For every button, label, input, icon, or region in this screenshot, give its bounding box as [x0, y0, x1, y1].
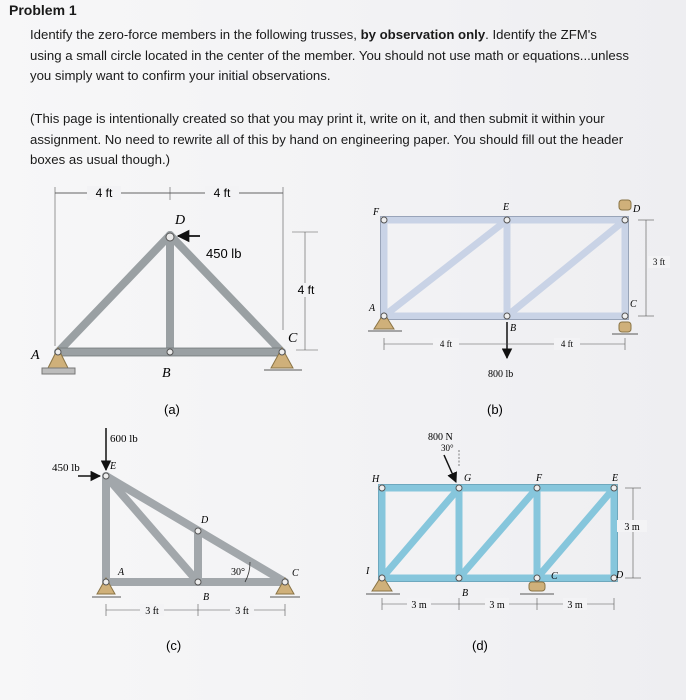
figure-c — [52, 428, 300, 653]
node-a-B: B — [162, 366, 171, 381]
support-d-roller — [529, 582, 545, 591]
joint-b-A — [381, 313, 387, 319]
dim-a-right-label: 4 ft — [213, 186, 231, 200]
instructions-pre: Identify the zero-force members in the following trusses, — [30, 27, 361, 42]
node-b-F: F — [373, 207, 380, 218]
joint-b-E — [504, 217, 510, 223]
node-b-B: B — [510, 323, 517, 334]
node-c-E: E — [110, 461, 117, 472]
node-d-B: B — [462, 588, 469, 599]
load-c-horizontal-label: 450 lb — [52, 462, 80, 474]
dim-c-left-label: 3 ft — [145, 606, 159, 617]
joint-d-E — [611, 485, 617, 491]
member-d-CE — [537, 488, 614, 578]
joint-a-C — [279, 349, 285, 355]
joint-b-D — [622, 217, 628, 223]
node-a-A: A — [31, 348, 40, 363]
joint-d-G — [456, 485, 462, 491]
caption-c: (c) — [166, 638, 182, 653]
node-c-A: A — [118, 567, 125, 578]
member-b-BD — [507, 220, 625, 316]
dim-b-right-label: 4 ft — [560, 339, 574, 349]
problem-heading: Problem 1 — [9, 2, 77, 18]
caption-d: (d) — [472, 638, 488, 653]
node-d-G: G — [464, 473, 472, 484]
node-a-D: D — [175, 213, 186, 228]
joint-d-C — [534, 575, 540, 581]
support-b-C-roller — [619, 322, 631, 332]
member-a-AD — [58, 235, 170, 352]
node-d-F: F — [536, 473, 543, 484]
angle-c-label: 30° — [231, 567, 245, 578]
dim-d-height-label: 3 m — [624, 522, 640, 533]
dim-d-3-label: 3 m — [567, 600, 583, 611]
node-d-C: C — [551, 571, 558, 582]
member-d-BF — [459, 488, 537, 578]
caption-b: (b) — [487, 402, 503, 417]
joint-a-A — [55, 349, 61, 355]
instructions-bold: by observation only — [360, 27, 486, 42]
joint-b-F — [381, 217, 387, 223]
node-c-C: C — [292, 568, 299, 579]
figure-b — [368, 200, 670, 417]
dim-d-1-label: 3 m — [411, 600, 427, 611]
load-d-label: 800 N — [428, 432, 453, 443]
joint-d-B — [456, 575, 462, 581]
joint-c-A — [103, 579, 109, 585]
dim-c-right-label: 3 ft — [235, 606, 249, 617]
load-d-arrow — [444, 455, 456, 482]
joint-c-E — [103, 473, 109, 479]
support-b-D-roller-top — [619, 200, 631, 210]
joint-b-B — [504, 313, 510, 319]
load-c-vertical-label: 600 lb — [110, 433, 138, 445]
joint-b-C — [622, 313, 628, 319]
node-b-C: C — [630, 299, 637, 310]
node-b-D: D — [633, 204, 641, 215]
node-a-C: C — [288, 331, 298, 346]
node-d-I: I — [366, 566, 370, 577]
dim-b-height-label: 3 ft — [652, 257, 666, 267]
note-paragraph: (This page is intentionally created so that you may print it, write on it, and then submit it within your assignment. No need to rewrite all of this by hand on engineering paper. You should fill out the header boxes as usual though.) — [30, 111, 624, 167]
joint-a-B — [167, 349, 173, 355]
angle-d-label: 30° — [441, 443, 454, 453]
node-d-H: H — [372, 474, 380, 485]
node-d-D: D — [616, 570, 624, 581]
dim-d-2-label: 3 m — [489, 600, 505, 611]
dim-a-left-label: 4 ft — [95, 186, 113, 200]
node-d-E: E — [612, 473, 619, 484]
node-c-D: D — [201, 515, 209, 526]
caption-a: (a) — [164, 402, 180, 417]
joint-c-C — [282, 579, 288, 585]
joint-d-H — [379, 485, 385, 491]
joint-d-I — [379, 575, 385, 581]
support-a-pin-base — [42, 368, 75, 374]
joint-c-B — [195, 579, 201, 585]
figure-a — [30, 186, 322, 417]
figure-d — [365, 432, 647, 653]
dim-a-height-label: 4 ft — [297, 283, 315, 297]
node-b-A: A — [369, 303, 376, 314]
dim-b-left-label: 4 ft — [439, 339, 453, 349]
member-d-IG — [382, 488, 459, 578]
instructions-post: . Identify the ZFM's using a small circle located in the center of the member. You should not use math or equations...unless you simply want to confirm your initial observations. — [30, 27, 629, 83]
load-b-label: 800 lb — [488, 369, 514, 380]
node-b-E: E — [503, 202, 510, 213]
joint-a-D — [166, 233, 174, 241]
node-c-B: B — [203, 592, 210, 603]
joint-c-D — [195, 528, 201, 534]
load-a-label: 450 lb — [206, 246, 242, 261]
member-b-AE — [384, 220, 507, 316]
joint-d-F — [534, 485, 540, 491]
